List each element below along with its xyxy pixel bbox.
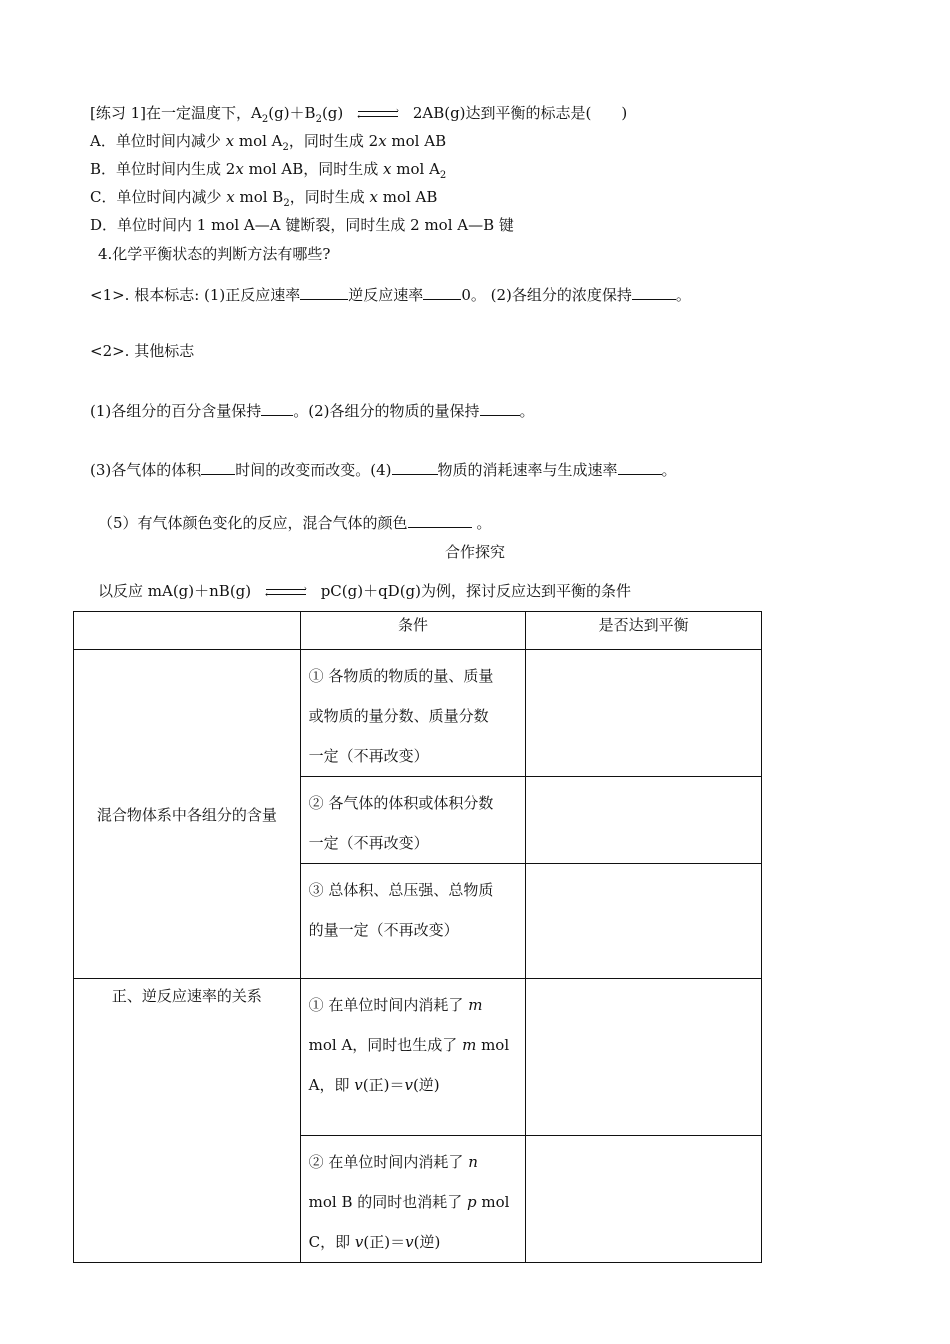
condition-text xyxy=(309,1025,518,1065)
answer-cell[interactable] xyxy=(526,650,762,777)
blank-line xyxy=(300,283,348,300)
option-text: mol AB，同时生成 xyxy=(243,160,384,178)
condition-text xyxy=(309,1182,518,1222)
subscript: 2 xyxy=(282,142,289,153)
option-a xyxy=(90,131,446,158)
criteria-text: 0。 (2)各组分的浓度保持 xyxy=(461,286,632,304)
category-text: 正、逆反应速率的关系 xyxy=(111,987,262,1005)
variable: v xyxy=(354,1076,363,1094)
option-text: A．单位时间内减少 xyxy=(90,132,226,150)
table-row xyxy=(74,650,762,777)
category-cell xyxy=(74,979,301,1263)
criteria-text: 。 xyxy=(661,461,677,479)
condition-text: ② 在单位时间内消耗了 xyxy=(308,1153,469,1171)
variable: x xyxy=(225,132,235,150)
variable: x xyxy=(369,188,378,206)
header-cell xyxy=(74,612,301,650)
condition-text: mol xyxy=(476,1036,510,1054)
criteria-text: 。 xyxy=(519,402,535,420)
option-text: ，同时生成 xyxy=(289,188,370,206)
blank-line xyxy=(480,399,520,416)
question-text: (g) xyxy=(321,104,344,122)
intro-text: 以反应 mA(g)＋nB(g) xyxy=(98,582,252,600)
option-d xyxy=(90,215,514,235)
condition-text xyxy=(309,1222,518,1262)
condition-text: (逆) xyxy=(413,1233,441,1251)
condition-text: A，即 xyxy=(308,1076,355,1094)
subscript: 2 xyxy=(315,114,322,125)
option-text: mol AB xyxy=(377,188,438,206)
condition-text: mol A，同时也生成了 xyxy=(308,1036,463,1054)
equilibrium-conditions-table xyxy=(73,611,762,1263)
blank-line xyxy=(392,458,438,475)
cooperation-intro xyxy=(98,581,631,601)
equilibrium-arrow-icon: › ‹ xyxy=(357,106,400,121)
equilibrium-arrow-icon: › ‹ xyxy=(264,584,307,599)
blank-line xyxy=(261,399,293,416)
condition-text xyxy=(309,1065,518,1105)
condition-text: ② 各气体的体积或体积分数 xyxy=(308,794,494,812)
option-c xyxy=(90,187,437,214)
condition-cell xyxy=(300,650,526,777)
option-text: mol B xyxy=(234,188,284,206)
subscript: 2 xyxy=(439,170,447,181)
variable: v xyxy=(404,1076,413,1094)
other-criteria-3 xyxy=(90,458,677,480)
subscript: 2 xyxy=(261,114,269,125)
other-criteria-1 xyxy=(90,399,535,421)
condition-text: mol xyxy=(476,1193,510,1211)
variable: v xyxy=(405,1233,414,1251)
variable: x xyxy=(226,188,235,206)
option-text: B．单位时间内生成 2 xyxy=(90,160,236,178)
criteria-text: 。(2)各组分的物质的量保持 xyxy=(293,402,480,420)
condition-text: 一定（不再改变） xyxy=(308,834,429,852)
option-text: D．单位时间内 1 mol A—A 键断裂，同时生成 2 mol A—B 键 xyxy=(90,216,514,234)
answer-cell[interactable] xyxy=(526,1136,762,1263)
condition-text: (正)＝ xyxy=(362,1076,405,1094)
condition-text: ③ 总体积、总压强、总物质 xyxy=(308,881,494,899)
option-text: mol A xyxy=(391,160,440,178)
condition-text xyxy=(309,985,518,1025)
header-cell: 是否达到平衡 xyxy=(526,612,762,650)
answer-cell[interactable] xyxy=(526,864,762,979)
criteria-text: 。 xyxy=(675,286,691,304)
condition-text: (正)＝ xyxy=(363,1233,406,1251)
blank-line xyxy=(408,511,472,528)
variable: x xyxy=(235,160,244,178)
condition-text: ① 各物质的物质的量、质量 xyxy=(308,667,494,685)
section-title: 4.化学平衡状态的判断方法有哪些? xyxy=(98,245,331,263)
answer-cell[interactable] xyxy=(526,979,762,1136)
condition-text xyxy=(309,1142,518,1182)
question-text: (g)＋B xyxy=(268,104,316,122)
subscript: 2 xyxy=(283,198,290,209)
option-text: ，同时生成 2 xyxy=(288,132,379,150)
cooperation-title: 合作探究 xyxy=(445,543,506,561)
criteria-text: (3)各气体的体积 xyxy=(90,461,202,479)
condition-text: 一定（不再改变） xyxy=(308,747,429,765)
condition-text: (逆) xyxy=(412,1076,440,1094)
criteria-text: (1)各组分的百分含量保持 xyxy=(90,402,262,420)
option-text: mol AB xyxy=(386,132,447,150)
criteria-text: <1>. 根本标志: (1)正反应速率 xyxy=(90,286,301,304)
intro-text: pC(g)＋qD(g)为例，探讨反应达到平衡的条件 xyxy=(320,582,632,600)
condition-cell xyxy=(300,864,526,979)
variable: m xyxy=(468,996,483,1014)
blank-line xyxy=(201,458,235,475)
answer-cell[interactable] xyxy=(526,777,762,864)
variable: p xyxy=(467,1193,477,1211)
category-cell: 混合物体系中各组分的含量 xyxy=(74,650,301,979)
question-text: [练习 1]在一定温度下，A xyxy=(90,104,262,122)
criteria-text: 时间的改变而改变。(4) xyxy=(235,461,392,479)
basic-criteria xyxy=(90,283,691,305)
criteria-text: （5）有气体颜色变化的反应，混合气体的颜色 xyxy=(98,514,408,532)
criteria-text: 逆反应速率 xyxy=(348,286,424,304)
table-row xyxy=(74,979,762,1136)
variable: v xyxy=(354,1233,364,1251)
condition-text: 或物质的量分数、质量分数 xyxy=(308,707,489,725)
blank-line xyxy=(632,283,676,300)
condition-text: mol B 的同时也消耗了 xyxy=(308,1193,468,1211)
other-criteria-5 xyxy=(98,511,491,533)
blank-line xyxy=(423,283,461,300)
option-text: C．单位时间内减少 xyxy=(90,188,227,206)
variable: x xyxy=(378,132,387,150)
variable: n xyxy=(468,1153,478,1171)
condition-text: 的量一定（不再改变） xyxy=(308,921,459,939)
condition-cell xyxy=(300,1136,526,1263)
table-header-row xyxy=(74,612,762,650)
option-text: mol A xyxy=(234,132,283,150)
condition-cell xyxy=(300,979,526,1136)
variable: m xyxy=(462,1036,477,1054)
condition-text: C，即 xyxy=(308,1233,355,1251)
option-b xyxy=(90,159,446,186)
question-text: 2AB(g)达到平衡的标志是( ) xyxy=(412,104,628,122)
blank-line xyxy=(618,458,662,475)
variable: x xyxy=(383,160,392,178)
criteria-text: 。 xyxy=(471,514,492,532)
condition-text: ① 在单位时间内消耗了 xyxy=(308,996,469,1014)
header-cell: 条件 xyxy=(300,612,526,650)
criteria-text: 物质的消耗速率与生成速率 xyxy=(437,461,618,479)
condition-cell xyxy=(300,777,526,864)
other-criteria-title: <2>. 其他标志 xyxy=(90,342,195,360)
exercise-question xyxy=(90,103,627,130)
